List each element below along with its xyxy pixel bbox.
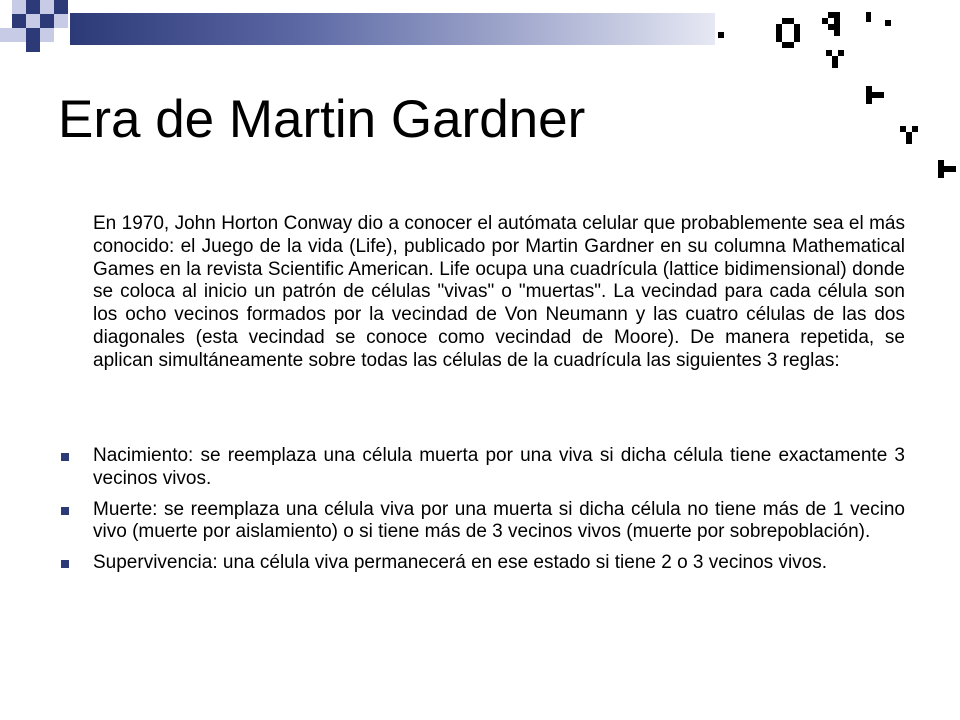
life-cell — [794, 36, 800, 42]
checker-square — [26, 28, 40, 42]
rule-text: Muerte: se reemplaza una célula viva por una muerta si dicha célula no tiene más de 1 vecino vivo (muerte por aislamiento) o si tiene más de 3 vecinos vivos (muerte por sobrepoblación). — [93, 498, 905, 543]
life-cell — [866, 12, 871, 22]
checker-square — [54, 0, 68, 14]
checker-square — [12, 0, 26, 14]
life-cell — [950, 166, 956, 172]
life-cell — [866, 98, 872, 104]
checker-square — [0, 28, 12, 42]
list-item — [93, 445, 905, 491]
checker-square — [26, 42, 40, 52]
life-cell — [885, 20, 891, 26]
rules-list — [0, 445, 960, 583]
list-item — [93, 499, 905, 545]
life-cell — [718, 32, 724, 38]
header-gradient-bar — [70, 13, 715, 45]
checker-square — [54, 14, 68, 28]
checker-square — [12, 28, 26, 42]
square-bullet-icon — [61, 453, 69, 461]
life-cell — [838, 50, 844, 56]
life-cell — [832, 62, 838, 68]
life-cell — [834, 30, 840, 36]
list-item — [93, 552, 905, 575]
checker-square — [12, 14, 26, 28]
square-bullet-icon — [61, 560, 69, 568]
life-cell — [906, 138, 912, 144]
square-bullet-icon — [61, 507, 69, 515]
rule-text: Supervivencia: una célula viva permanecerá en ese estado si tiene 2 o 3 vecinos vivos. — [93, 552, 828, 574]
rule-text: Nacimiento: se reemplaza una célula muerta por una viva si dicha célula tiene exactamente 3 vecinos vivos. — [93, 445, 905, 489]
checker-square — [40, 0, 54, 14]
intro-paragraph: En 1970, John Horton Conway dio a conocer el autómata celular que probablemente sea el más conocido: el Juego de la vida (Life), publicado por Martin Gardner en su columna Mathematical Games en la revista Scientific American. Life ocupa una cuadrícula (lattice bidimensional) donde se coloca al inicio un patrón de células "vivas" o "muertas". La vecindad para cada célula son los ocho vecinos formados por la vecindad de Von Neumann y las cuatro células de las dos diagonales (esta vecindad se conoce como vecindad de Moore). De manera repetida, se aplican simultáneamente sobre todas las células de la cuadrícula las siguientes 3 reglas: — [93, 213, 905, 371]
life-cell — [912, 126, 918, 132]
checker-square — [26, 0, 40, 14]
checker-square — [40, 14, 54, 28]
checker-square — [40, 28, 54, 42]
life-cell — [788, 42, 794, 48]
life-cell — [878, 92, 884, 98]
page-title: Era de Martin Gardner — [58, 90, 586, 149]
checker-square — [26, 14, 40, 28]
life-cell — [938, 172, 944, 178]
